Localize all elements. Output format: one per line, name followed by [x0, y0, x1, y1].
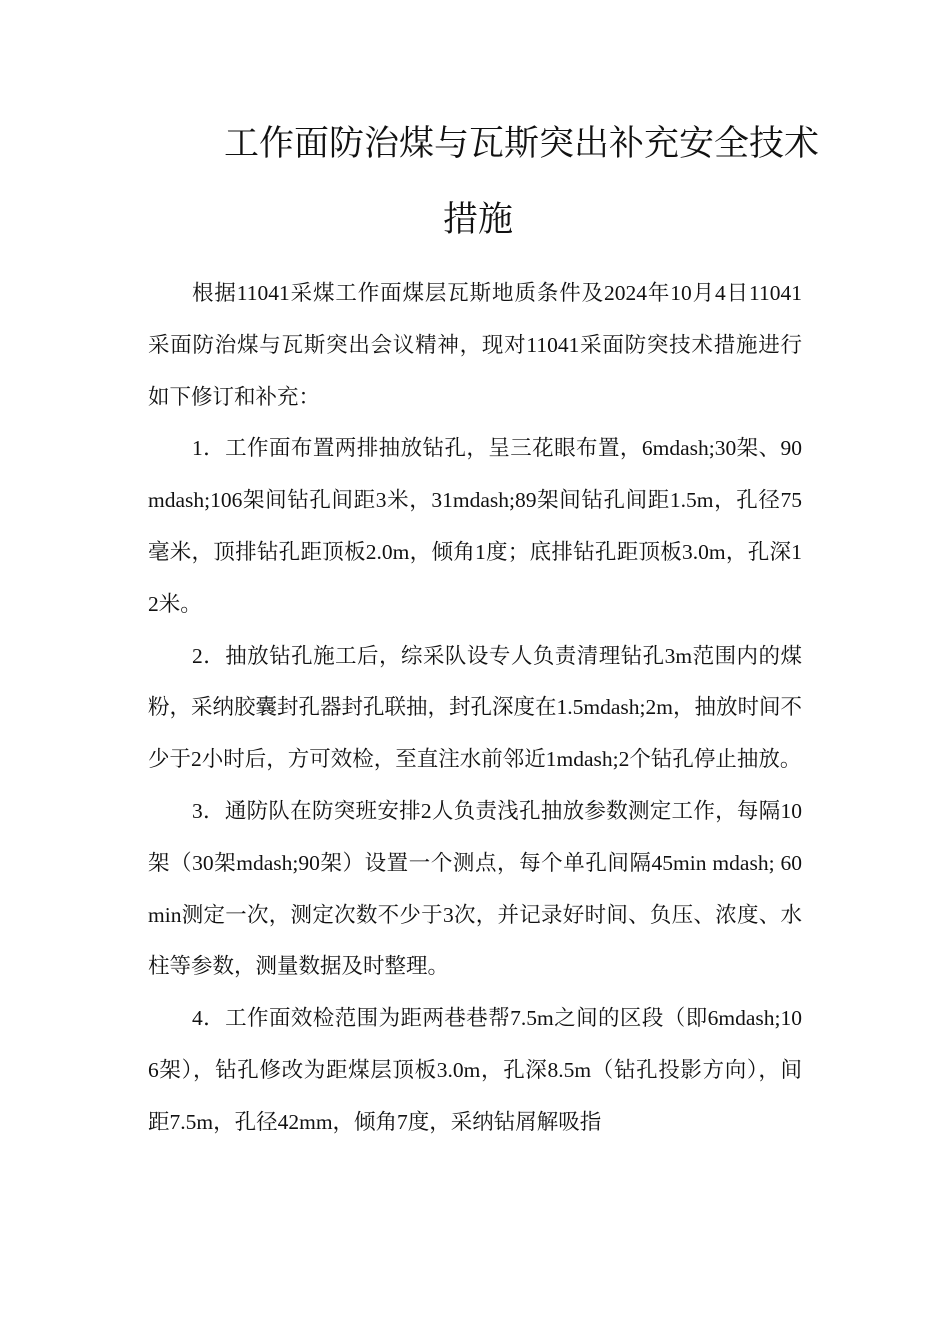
measure-paragraph-2: 2．抽放钻孔施工后，综采队设专人负责清理钻孔3m范围内的煤粉，采纳胶囊封孔器封孔联抽，封孔深度在1.5mdash;2m，抽放时间不少于2小时后，方可效检，至直注水前邻近1mdash;2个钻孔停止抽放。 — [148, 643, 802, 772]
intro-paragraph: 根据11041采煤工作面煤层瓦斯地质条件及2024年10月4日11041采面防治煤与瓦斯突出会议精神，现对11041采面防突技术措施进行如下修订和补充： — [148, 281, 802, 409]
measure-paragraph-1: 1．工作面布置两排抽放钻孔，呈三花眼布置，6mdash;30架、90mdash;106架间钻孔间距3米，31mdash;89架间钻孔间距1.5m，孔径75毫米，顶排钻孔距顶板2.0m，倾角1度；底排钻孔距顶板3.0m，孔深12米。 — [148, 436, 802, 616]
measure-paragraph-3: 3．通防队在防突班安排2人负责浅孔抽放参数测定工作，每隔10架（30架mdash;90架）设置一个测点，每个单孔间隔45min mdash; 60min测定一次，测定次数不少于3次，并记录好时间、负压、浓度、水柱等参数，测量数据及时整理。 — [148, 798, 802, 979]
document-body — [148, 268, 802, 1149]
document-title-line-2: 措施 — [443, 200, 514, 239]
document-title-line-1: 工作面防治煤与瓦斯突出补充安全技术 — [224, 124, 820, 163]
measure-paragraph-4: 4．工作面效检范围为距两巷巷帮7.5m之间的区段（即6mdash;106架），钻孔修改为距煤层顶板3.0m，孔深8.5m（钻孔投影方向），间距7.5m，孔径42mm，倾角7度，采纳钻屑解吸指 — [148, 1006, 802, 1134]
